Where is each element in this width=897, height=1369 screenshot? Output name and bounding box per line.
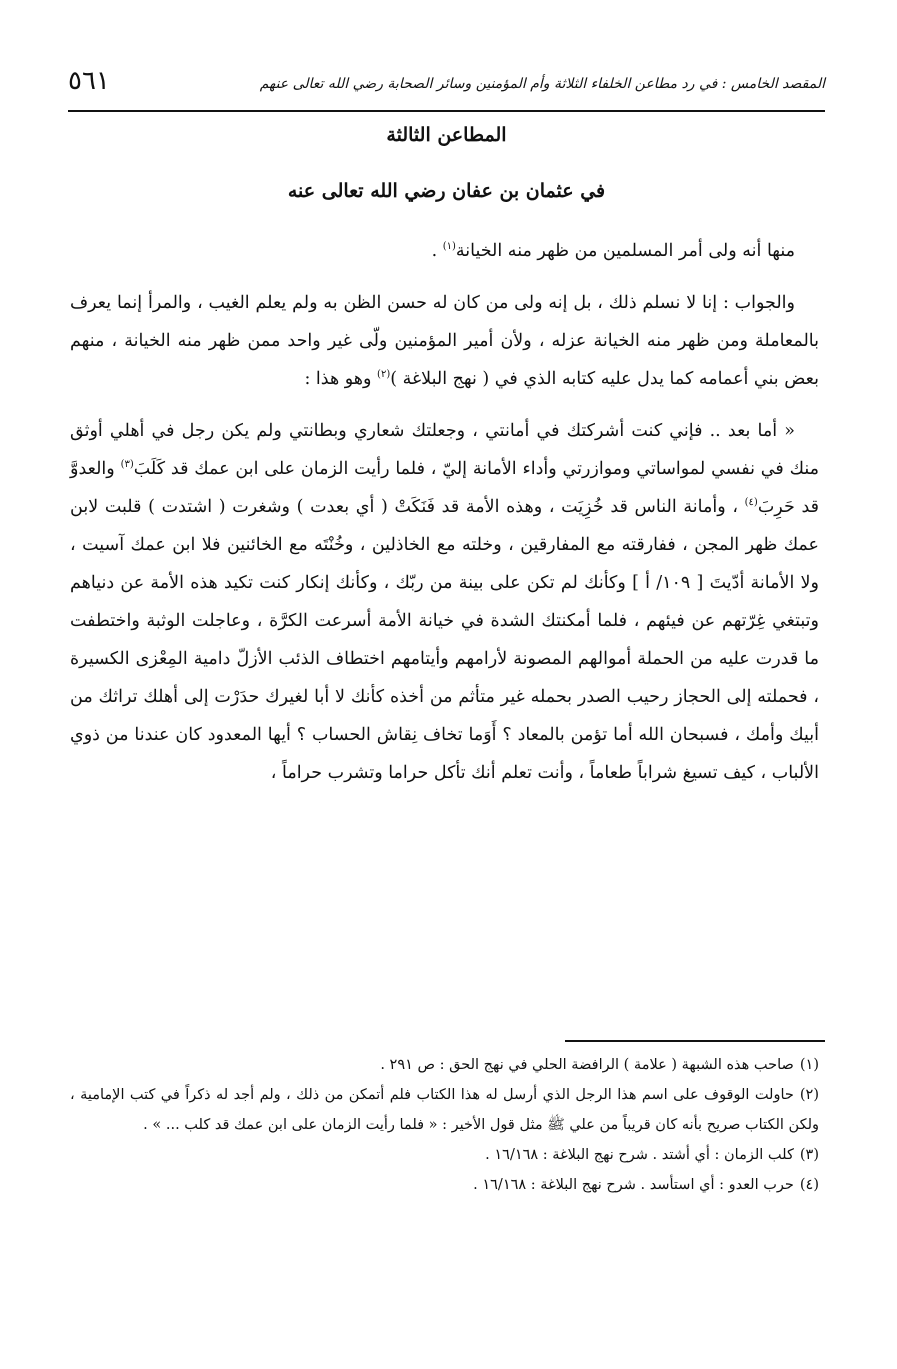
- footnote-2: [70, 1080, 819, 1140]
- header-rule: [68, 110, 825, 112]
- footnote-rule: [565, 1040, 825, 1042]
- footnote-ref-2: (٢): [377, 369, 391, 381]
- footnote-3: [70, 1140, 819, 1170]
- footnote-text: كلب الزمان : أي أشتد . شرح نهج البلاغة : ١٦/١٦٨ .: [485, 1147, 794, 1163]
- footnote-ref-4: (٤): [744, 497, 758, 509]
- section-title: المطاعن الثالثة: [386, 124, 507, 146]
- running-title: المقصد الخامس : في رد مطاعن الخلفاء الثلاثة وأم المؤمنين وسائر الصحابة رضي الله تعالى عنهم: [259, 76, 825, 92]
- page-number: ٥٦١: [68, 66, 110, 96]
- body-text: [70, 232, 819, 792]
- footnotes: [70, 1050, 819, 1200]
- answer-text: والجواب : إنا لا نسلم ذلك ، بل إنه ولى من كان له حسن الظن به ولم يعلم الغيب ، والمرأ إنما يعرف بالمعاملة ومن ظهر منه الخيانة عزله ، ولأن أمير المؤمنين ولّى غير واحد ممن ظهر منه الخيانة ، منهم بعض بني أعمامه كما يدل عليه كتابه الذي في ( نهج البلاغة ): [70, 293, 819, 389]
- footnote-ref-1: (١): [442, 241, 456, 253]
- paragraph-answer: [70, 284, 819, 398]
- answer-end: وهو هذا :: [304, 369, 378, 389]
- page-header: [68, 62, 825, 102]
- footnote-ref-3: (٣): [120, 459, 134, 471]
- footnote-number: (١): [799, 1057, 819, 1073]
- quote-part-b: والعدوَّ قد حَرِبَ: [70, 459, 819, 517]
- paragraph-claim: [70, 232, 819, 270]
- section-subtitle: في عثمان بن عفان رضي الله تعالى عنه: [287, 180, 606, 202]
- footnote-text: صاحب هذه الشبهة ( علامة ) الرافضة الحلي في نهج الحق : ص ٢٩١ .: [380, 1057, 794, 1073]
- paragraph-quote: [70, 412, 819, 792]
- claim-end: .: [431, 241, 443, 261]
- footnote-number: (٣): [799, 1147, 819, 1163]
- footnote-4: [70, 1170, 819, 1200]
- footnote-number: (٤): [799, 1177, 819, 1193]
- quote-part-c: ، وأمانة الناس قد خُزِيَت ، وهذه الأمة قد فَنَكَتْ ( أي بعدت ) وشغرت ( اشتدت ) قلبت لابن عمك ظهر المجن ، ففارقته مع المفارقين ، وخلته مع الخاذلين ، وخُنْتَه مع الخائنين فلا ابن عمك آسيت ، ولا الأمانة أدّيتَ [ ١٠٩/ أ ] وكأنك لم تكن على بينة من ربّك ، وكأنك إنكار كنت تكيد هذه الأمة عن دنياهم وتبتغي غِرّتهم عن فيئهم ، فلما أمكنتك الشدة في خيانة الأمة أسرعت الكرَّة ، وعاجلت الوثبة واختطفت ما قدرت عليه من الحملة أموالهم المصونة لأرامهم وأيتامهم اختطاف الذئب الأزلّ دامية المِعْزى الكسيرة ، فحملته إلى الحجاز رحيب الصدر بحمله غير متأثم من أخذه كأنك لا أبا لغيرك حدَرْت إلى أهلك تراثك من أبيك وأمك ، فسبحان الله أما تؤمن بالمعاد ؟ أَوَما تخاف نِقاش الحساب ؟ أيها المعدود كان عندنا من ذوي الألباب ، كيف تسيغ شراباً طعاماً ، وأنت تعلم أنك تأكل حراما وتشرب حراماً ،: [70, 497, 819, 783]
- footnote-text: حرب العدو : أي استأسد . شرح نهج البلاغة : ١٦/١٦٨ .: [473, 1177, 794, 1193]
- footnote-number: (٢): [799, 1087, 819, 1103]
- quote-part-a: « أما بعد .. فإني كنت أشركتك في أمانتي ، وجعلتك شعاري وبطانتي ولم يكن رجل في أهلي أوثق منك في نفسي لمواساتي وموازرتي وأداء الأمانة إليّ ، فلما رأيت الزمان على ابن عمك قد كَلَبَ: [70, 421, 819, 479]
- claim-text: منها أنه ولى أمر المسلمين من ظهر منه الخيانة: [455, 241, 795, 261]
- footnote-1: [70, 1050, 819, 1080]
- footnote-text: حاولت الوقوف على اسم هذا الرجل الذي أرسل له هذا الكتاب فلم أتمكن من ذلك ، ولم أجد له ذكراً في كتب الإمامية ، ولكن الكتاب صريح بأنه كان قريباً من علي ﷺ مثل قول الأخير : « فلما رأيت الزمان على ابن عمك قد كلب ... » .: [70, 1087, 819, 1133]
